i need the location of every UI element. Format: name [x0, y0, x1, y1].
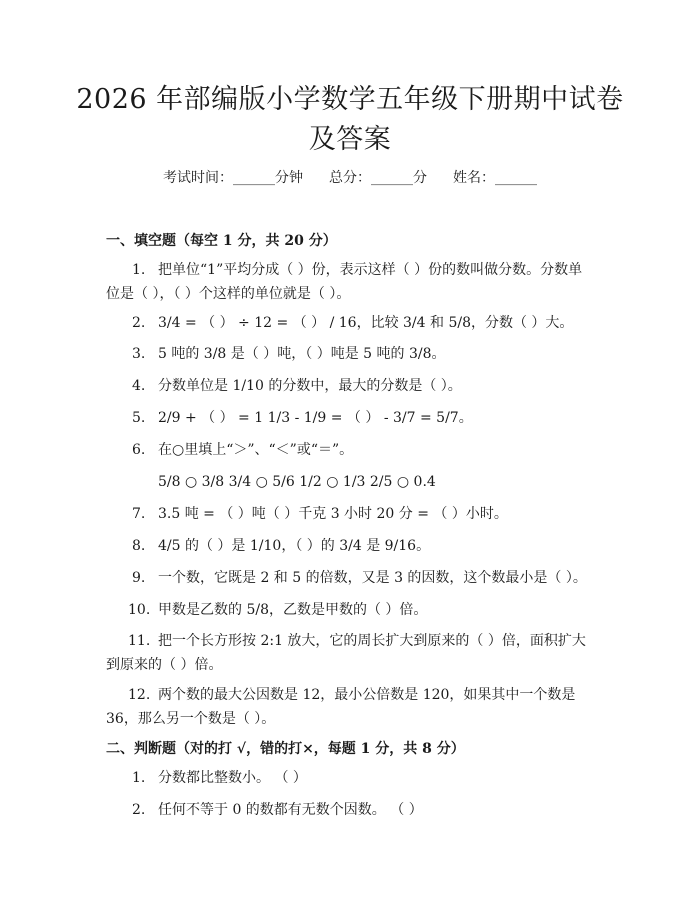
question-number: 1.	[132, 770, 146, 786]
title-line-1: 2026 年部编版小学数学五年级下册期中试卷	[76, 84, 624, 115]
question-text: 分数都比整数小。 （ ）	[158, 770, 307, 786]
question-2-2	[106, 798, 594, 822]
question-1-3	[106, 342, 594, 366]
question-1-8	[106, 534, 594, 558]
question-text: 5 吨的 3/8 是（ ）吨，（ ）吨是 5 吨的 3/8。	[158, 346, 446, 362]
question-number: 8.	[132, 538, 146, 554]
question-text: 把单位“1”平均分成（ ）份，表示这样（ ）份的数叫做分数。分数单位是（ ），（ ）个这样的单位就是（ ）。	[106, 262, 583, 302]
title-line-2: 及答案	[308, 124, 392, 155]
page-title	[60, 80, 640, 160]
question-text: 在○里填上“＞”、“＜”或“＝”。	[158, 442, 354, 458]
question-text: 把一个长方形按 2:1 放大，它的周长扩大到原来的（ ）倍，面积扩大到原来的（ ）倍。	[106, 633, 586, 673]
question-text: 4/5 的（ ）是 1/10，（ ）的 3/4 是 9/16。	[158, 538, 431, 554]
exam-meta	[0, 168, 700, 188]
exam-time: 考试时间：______分钟	[163, 170, 303, 186]
question-1-11	[106, 629, 594, 677]
question-2-1	[106, 766, 594, 790]
question-number: 11.	[128, 633, 151, 649]
section-heading-fill-blank: 一、填空题（每空 1 分，共 20 分）	[106, 233, 337, 249]
question-number: 3.	[132, 346, 146, 362]
compare-line: 5/8 ○ 3/8 3/4 ○ 5/6 1/2 ○ 1/3 2/5 ○ 0.4	[158, 474, 436, 490]
question-text: 任何不等于 0 的数都有无数个因数。 （ ）	[158, 802, 423, 818]
question-1-2	[106, 311, 594, 335]
question-text: 两个数的最大公因数是 12，最小公倍数是 120，如果其中一个数是 36，那么另一个数是（ ）。	[106, 687, 576, 727]
question-number: 1.	[132, 262, 146, 278]
question-number: 9.	[132, 570, 146, 586]
question-text: 一个数，它既是 2 和 5 的倍数，又是 3 的因数，这个数最小是（ ）。	[158, 570, 587, 586]
question-number: 2.	[132, 802, 146, 818]
question-1-10	[106, 598, 594, 622]
question-number: 5.	[132, 410, 146, 426]
question-number: 6.	[132, 442, 146, 458]
question-text: 分数单位是 1/10 的分数中，最大的分数是（ ）。	[158, 378, 462, 394]
question-text: 2/9 + （ ） = 1 1/3 - 1/9 = （ ） - 3/7 = 5/7。	[158, 410, 473, 426]
question-1-12	[106, 683, 594, 731]
exam-total-score: 总分：______分	[329, 170, 427, 186]
question-1-5	[106, 406, 594, 430]
question-number: 10.	[128, 602, 151, 618]
question-1-7	[106, 502, 594, 526]
student-name: 姓名：______	[453, 170, 537, 186]
question-number: 4.	[132, 378, 146, 394]
question-number: 12.	[128, 687, 151, 703]
question-number: 7.	[132, 506, 146, 522]
question-number: 2.	[132, 315, 146, 331]
question-1-4	[106, 374, 594, 398]
section-heading-true-false: 二、判断题（对的打 √，错的打×，每题 1 分，共 8 分）	[106, 741, 465, 757]
question-text: 3.5 吨 = （ ）吨（ ）千克 3 小时 20 分 = （ ）小时。	[158, 506, 508, 522]
question-text: 3/4 = （ ） ÷ 12 = （ ） / 16，比较 3/4 和 5/8，分数（ ）大。	[158, 315, 574, 331]
question-text: 甲数是乙数的 5/8，乙数是甲数的（ ）倍。	[158, 602, 428, 618]
question-1-1	[106, 258, 594, 306]
question-1-9	[106, 566, 594, 590]
question-1-6	[106, 438, 594, 462]
